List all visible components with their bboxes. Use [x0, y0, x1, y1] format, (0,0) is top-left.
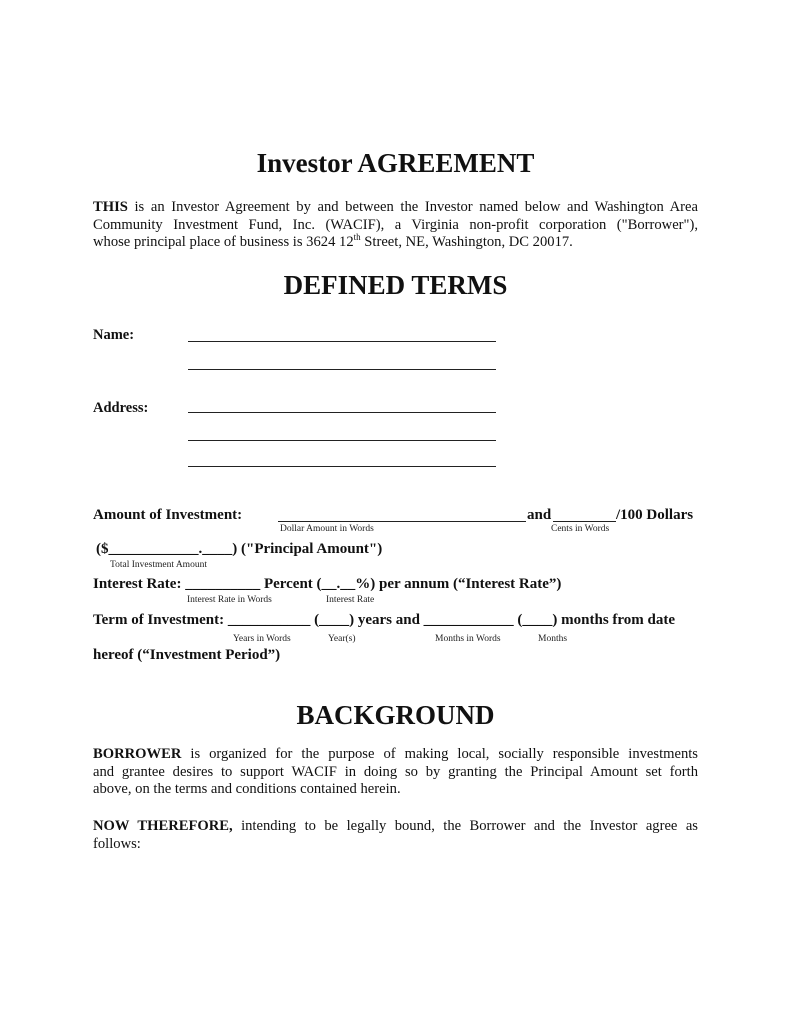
background-p1-line-3: above, on the terms and conditions contained herein. — [93, 781, 401, 797]
amount-and-text: and — [527, 507, 552, 523]
principal-amount-line[interactable]: ($____________.____) ("Principal Amount") — [96, 541, 383, 557]
amount-dollars-text: /100 Dollars — [616, 507, 694, 523]
months-caption: Months — [538, 634, 568, 644]
background-p1-lead: BORROWER — [93, 746, 182, 762]
background-p2-line-2: follows: — [93, 835, 141, 852]
background-p2-line-1-text: intending to be legally bound, the Borrower and the Investor agree as — [232, 818, 698, 834]
total-investment-caption: Total Investment Amount — [110, 560, 207, 570]
term-of-investment-line[interactable]: Term of Investment: ___________ (____) years and ____________ (____) months from date — [93, 612, 676, 628]
intro-line-3-b: Street, NE, Washington, DC 20017. — [360, 234, 573, 250]
intro-line-3-a: whose principal place of business is 3624 12 — [93, 234, 354, 250]
intro-line-3-sup: th — [353, 232, 361, 242]
term-of-investment-line-2: hereof (“Investment Period”) — [93, 647, 281, 663]
defined-terms-heading: DEFINED TERMS — [283, 270, 508, 300]
background-p2-line-1 — [93, 818, 698, 836]
address-field-line-1[interactable] — [188, 412, 496, 413]
amount-label: Amount of Investment: — [93, 507, 243, 523]
dollar-amount-words-field[interactable] — [278, 521, 526, 522]
address-field-line-2[interactable] — [188, 440, 496, 441]
dollar-amount-words-caption: Dollar Amount in Words — [280, 524, 374, 534]
background-p1-line-1-text: is organized for the purpose of making local, socially responsible investments — [181, 746, 698, 762]
intro-paragraph — [93, 199, 698, 252]
address-field-line-3[interactable] — [188, 466, 496, 467]
months-words-caption: Months in Words — [435, 634, 501, 644]
background-p1-line-2: and grantee desires to support WACIF in doing so by granting the Principal Amount set forth — [93, 763, 698, 780]
intro-line-1-text: is an Investor Agreement by and between the Investor named below and Washington Area — [127, 199, 698, 215]
intro-line-3 — [93, 234, 698, 252]
intro-lead: THIS — [93, 199, 128, 215]
interest-rate-words-caption: Interest Rate in Words — [187, 595, 272, 605]
background-heading: BACKGROUND — [296, 700, 495, 730]
cents-words-field[interactable] — [553, 521, 616, 522]
background-paragraph-1 — [93, 746, 698, 799]
cents-words-caption: Cents in Words — [551, 524, 610, 534]
interest-rate-line[interactable]: Interest Rate: __________ Percent (__.__%) per annum (“Interest Rate”) — [93, 576, 562, 592]
background-p1-line-1 — [93, 746, 698, 764]
interest-rate-caption: Interest Rate — [326, 595, 375, 605]
background-paragraph-2 — [93, 818, 698, 853]
document-title: Investor AGREEMENT — [256, 148, 535, 178]
name-field-line-2[interactable] — [188, 369, 496, 370]
intro-line-2: Community Investment Fund, Inc. (WACIF), a Virginia non-profit corporation ("Borrower"), — [93, 216, 698, 233]
intro-line-1 — [93, 199, 698, 217]
years-words-caption: Years in Words — [233, 634, 291, 644]
name-label: Name: — [93, 327, 135, 343]
address-label: Address: — [93, 400, 149, 416]
years-caption: Year(s) — [328, 634, 356, 644]
background-p2-lead: NOW THEREFORE, — [93, 818, 233, 834]
name-field-line-1[interactable] — [188, 341, 496, 342]
